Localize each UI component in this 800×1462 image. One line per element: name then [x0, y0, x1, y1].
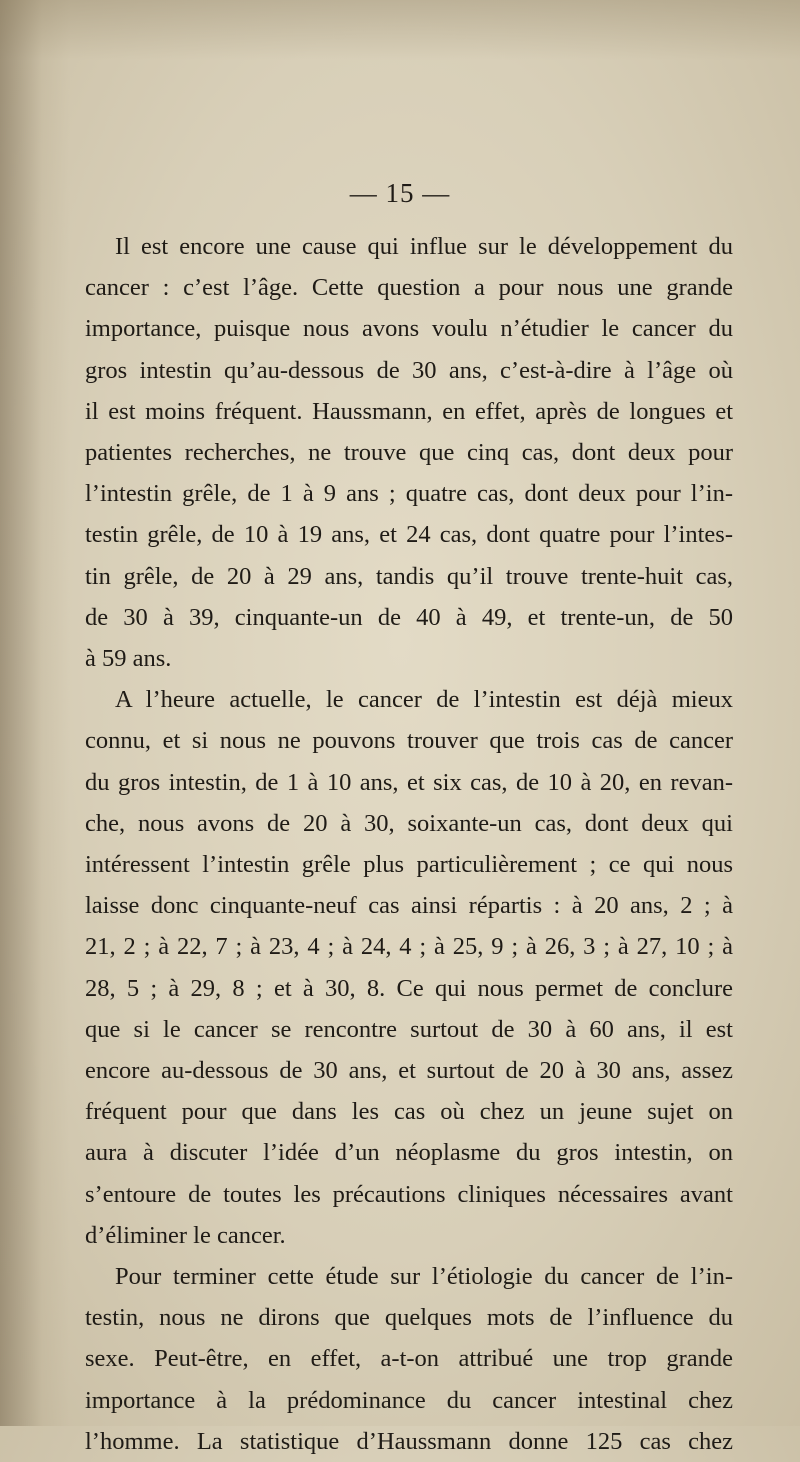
- text-line: il est moins fréquent. Haussmann, en effet, après de longues et: [85, 397, 733, 425]
- page-number: — 15 —: [349, 178, 451, 208]
- text-line: tin grêle, de 20 à 29 ans, tandis qu’il trouve trente-huit cas,: [85, 562, 733, 590]
- text-line: importance à la prédominance du cancer intestinal chez: [85, 1386, 733, 1414]
- text-line: laisse donc cinquante-neuf cas ainsi répartis : à 20 ans, 2 ; à: [85, 892, 733, 920]
- text-line: che, nous avons de 20 à 30, soixante-un cas, dont deux qui: [85, 809, 733, 837]
- text-line: aura à discuter l’idée d’un néoplasme du gros intestin, on: [85, 1139, 733, 1167]
- text-line: cancer : c’est l’âge. Cette question a pour nous une grande: [85, 274, 733, 302]
- text-line: importance, puisque nous avons voulu n’étudier le cancer du: [85, 315, 733, 343]
- text-line: d’éliminer le cancer.: [85, 1221, 286, 1249]
- page-edge-shadow: [0, 0, 70, 1426]
- text-line: 28, 5 ; à 29, 8 ; et à 30, 8. Ce qui nous permet de conclure: [85, 974, 733, 1002]
- body-text: [85, 226, 733, 1462]
- text-line: connu, et si nous ne pouvons trouver que trois cas de cancer: [85, 727, 733, 755]
- text-line: à 59 ans.: [85, 645, 172, 673]
- text-line: A l’heure actuelle, le cancer de l’intestin est déjà mieux: [115, 686, 733, 714]
- text-line: testin, nous ne dirons que quelques mots de l’influence du: [85, 1304, 733, 1332]
- text-line: l’homme. La statistique d’Haussmann donne 125 cas chez: [85, 1427, 733, 1455]
- text-line: encore au-dessous de 30 ans, et surtout de 20 à 30 ans, assez: [85, 1057, 733, 1085]
- text-line: de 30 à 39, cinquante-un de 40 à 49, et trente-un, de 50: [85, 603, 733, 631]
- text-line: intéressent l’intestin grêle plus particulièrement ; ce qui nous: [85, 851, 733, 879]
- paragraph-sex-influence: [85, 1256, 733, 1462]
- text-line: l’intestin grêle, de 1 à 9 ans ; quatre cas, dont deux pour l’in-: [85, 480, 733, 508]
- page-top-shadow: [0, 0, 800, 60]
- text-line: s’entoure de toutes les précautions cliniques nécessaires avant: [85, 1180, 733, 1208]
- text-line: testin grêle, de 10 à 19 ans, et 24 cas, dont quatre pour l’intes-: [85, 521, 733, 549]
- text-line: fréquent pour que dans les cas où chez un jeune sujet on: [85, 1098, 733, 1126]
- paragraph-age-haussmann: [85, 226, 733, 679]
- text-line: que si le cancer se rencontre surtout de 30 à 60 ans, il est: [85, 1015, 733, 1043]
- text-line: 21, 2 ; à 22, 7 ; à 23, 4 ; à 24, 4 ; à 25, 9 ; à 26, 3 ; à 27, 10 ; à: [85, 933, 733, 961]
- text-line: sexe. Peut-être, en effet, a-t-on attribué une trop grande: [85, 1345, 733, 1373]
- text-line: gros intestin qu’au-dessous de 30 ans, c’est-à-dire à l’âge où: [85, 356, 733, 384]
- text-line: Pour terminer cette étude sur l’étiologie du cancer de l’in-: [115, 1263, 733, 1291]
- text-line: du gros intestin, de 1 à 10 ans, et six cas, de 10 à 20, en revan-: [85, 768, 733, 796]
- paragraph-current-knowledge: [85, 679, 733, 1256]
- text-line: Il est encore une cause qui influe sur le développement du: [115, 233, 733, 260]
- text-line: patientes recherches, ne trouve que cinq cas, dont deux pour: [85, 439, 733, 467]
